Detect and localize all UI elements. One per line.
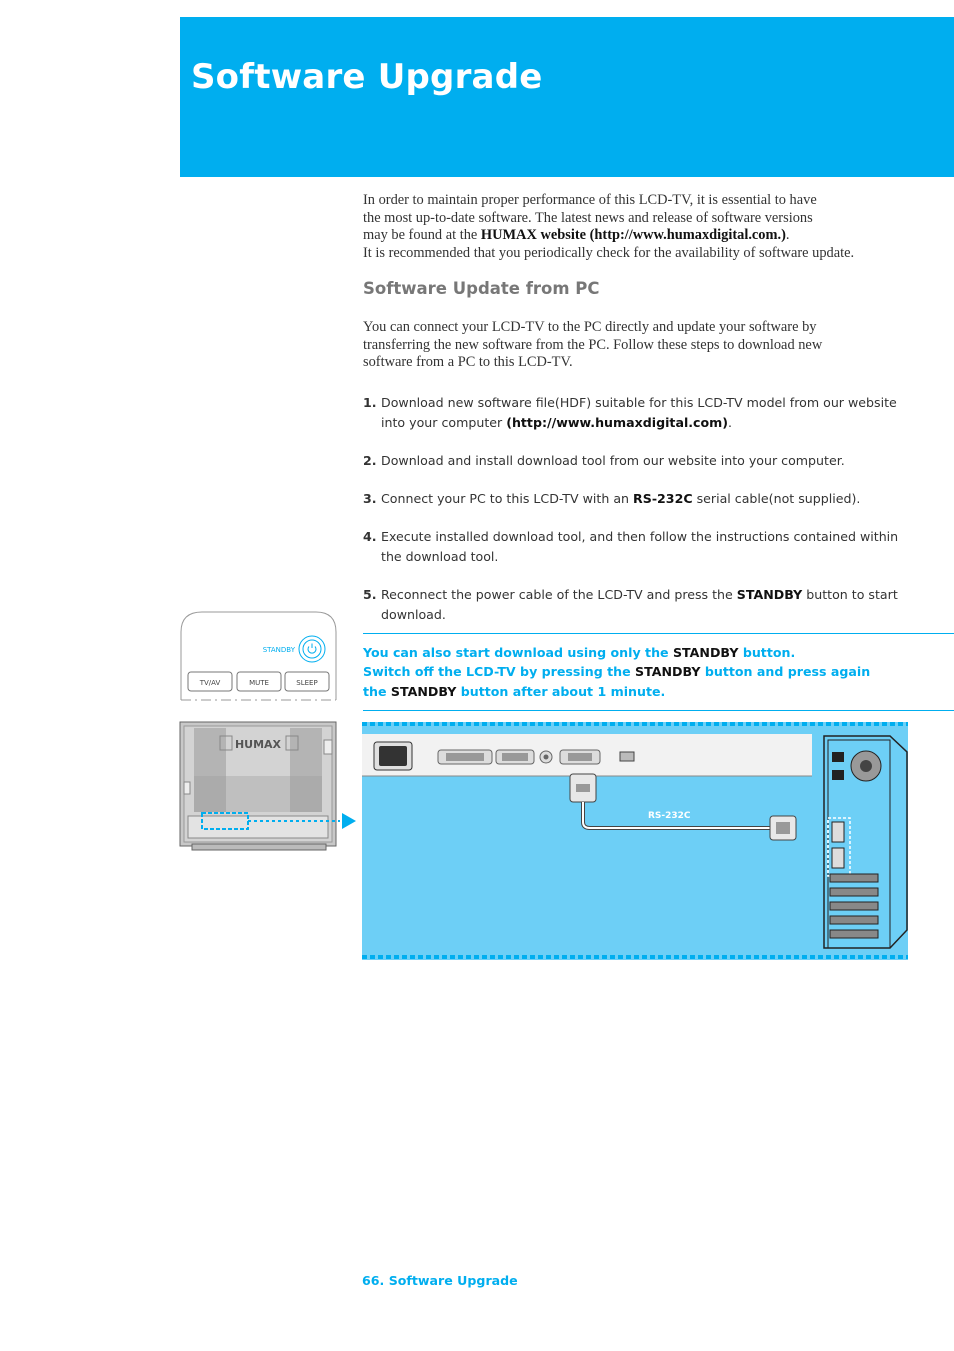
service-port [620, 752, 634, 761]
page-header [180, 17, 954, 177]
paragraph-line: software from a PC to this LCD-TV. [363, 354, 573, 371]
intro-line: It is recommended that you periodically check for the availability of software update. [363, 244, 855, 261]
arrow-right-icon [342, 813, 356, 829]
page-title: Software Upgrade [191, 57, 543, 97]
audio-port [540, 751, 552, 763]
step-number: 2. [363, 453, 377, 468]
section-title: Software Update from PC [363, 279, 600, 298]
note-line: You can also start download using only the STANDBY button. [363, 645, 796, 660]
front-panel-illustration [178, 608, 340, 702]
cable-label: RS-232C [648, 811, 691, 821]
step-item: 3. Connect your PC to this LCD-TV with an RS-232C serial cable(not supplied). [363, 489, 921, 509]
standby-note [363, 633, 954, 711]
tvav-button[interactable] [188, 672, 232, 691]
mute-button[interactable] [237, 672, 281, 691]
svg-text:SLEEP: SLEEP [296, 679, 318, 687]
step-item: 1. Download new software file(HDF) suitable for this LCD-TV model from our website into your computer (http://www.humaxdigital.com). [363, 395, 897, 430]
page-footer: 66. Software Upgrade [362, 1273, 518, 1288]
step-number: 1. [363, 395, 377, 410]
intro-line: may be found at the HUMAX website (http://www.humaxdigital.com.). [363, 227, 790, 244]
rs232c-port [560, 750, 600, 764]
humax-website-text: HUMAX website (http://www.humaxdigital.com.) [480, 227, 786, 244]
paragraph-line: You can connect your LCD-TV to the PC directly and update your software by [363, 319, 817, 335]
note-line: Switch off the LCD-TV by pressing the STANDBY button and press again [363, 664, 871, 680]
power-socket [374, 742, 412, 770]
dvi-port [438, 750, 492, 764]
pc-tower [824, 736, 907, 948]
connection-diagram [362, 722, 908, 962]
tv-back-illustration [178, 720, 358, 856]
intro-line: In order to maintain proper performance of this LCD-TV, it is essential to have [363, 192, 817, 208]
step-number: 4. [363, 529, 377, 544]
step-item: 2. Download and install download tool from our website into your computer. [363, 451, 921, 471]
standby-label: STANDBY [262, 646, 295, 654]
svg-text:TV/AV: TV/AV [199, 679, 221, 687]
switch-icon [832, 752, 844, 762]
vga-port [496, 750, 534, 764]
humax-logo: HUMAX [234, 738, 282, 751]
svg-text:MUTE: MUTE [249, 679, 269, 687]
step-item: 5. Reconnect the power cable of the LCD-TV and press the STANDBY button to start download. [363, 587, 898, 622]
intro-paragraph [363, 192, 923, 262]
note-line: the STANDBY button after about 1 minute. [363, 683, 666, 699]
pc-update-paragraph [363, 319, 883, 372]
step-item: 4. Execute installed download tool, and then follow the instructions contained within the download tool. [363, 529, 899, 564]
paragraph-line: transferring the new software from the PC. Follow these steps to download new [363, 336, 823, 353]
step-number: 5. [363, 587, 377, 602]
intro-line: the most up-to-date software. The latest news and release of software versions [363, 209, 813, 226]
step-number: 3. [363, 491, 377, 506]
sleep-button[interactable] [285, 672, 329, 691]
